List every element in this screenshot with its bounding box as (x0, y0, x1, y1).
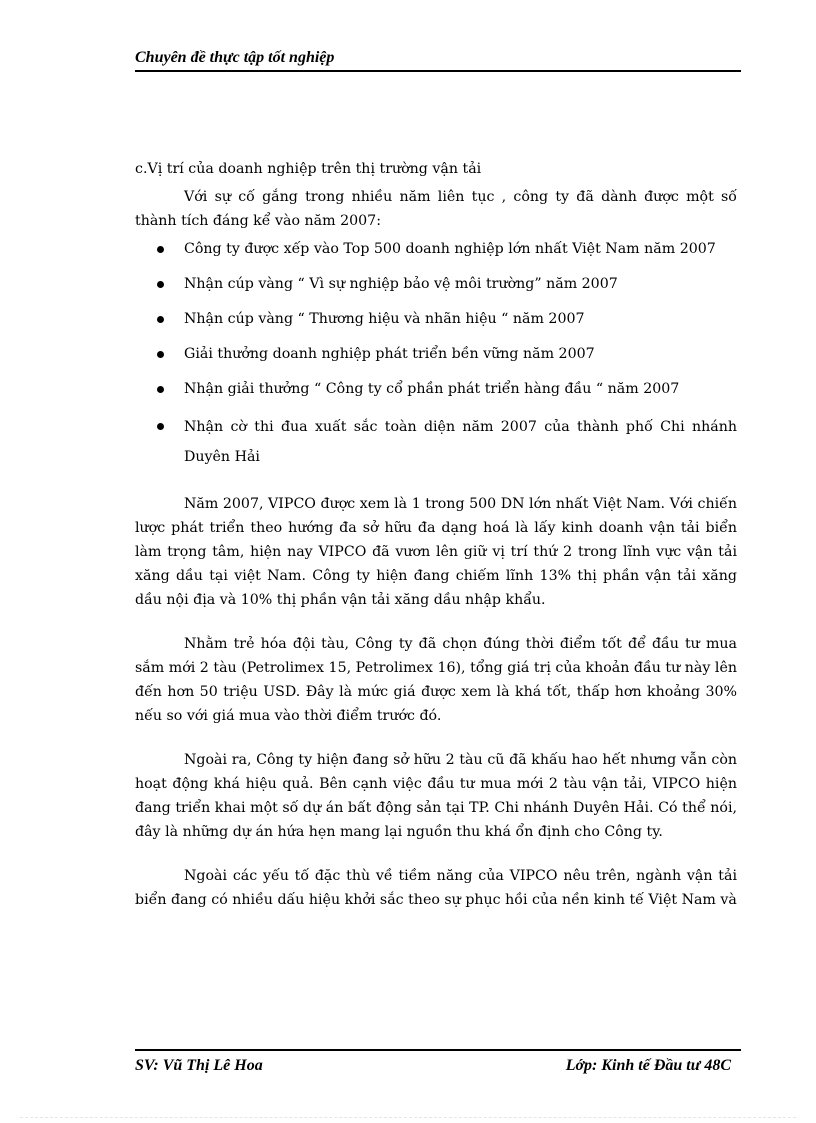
intro-paragraph: Với sự cố gắng trong nhiều năm liên tục , công ty đã dành được một số thành tích đáng kể vào năm 2007: (135, 189, 737, 229)
bullet-icon (157, 246, 164, 253)
footer-rule (135, 1049, 741, 1051)
page-footer (135, 1049, 741, 1079)
list-item (135, 377, 737, 401)
body-paragraph: Năm 2007, VIPCO được xem là 1 trong 500 DN lớn nhất Việt Nam. Với chiến lược phát triển theo hướng đa sở hữu đa dạng hoá là lấy kinh doanh vận tải biển làm trọng tâm, hiện nay VIPCO đã vươn lên giữ vị trí thứ 2 trong lĩnh vực vận tải xăng dầu tại việt Nam. Công ty hiện đang chiếm lĩnh 13% thị phần vận tải xăng dầu nội địa và 10% thị phần vận tải xăng dầu nhập khẩu. (135, 496, 737, 608)
bullet-icon (157, 423, 164, 430)
document-body (135, 157, 737, 912)
body-paragraph: Nhằm trẻ hóa đội tàu, Công ty đã chọn đúng thời điểm tốt để đầu tư mua sắm mới 2 tàu (Petrolimex 15, Petrolimex 16), tổng giá trị của khoản đầu tư này lên đến hơn 50 triệu USD. Đây là mức giá được xem là khá tốt, thấp hơn khoảng 30% nếu so với giá mua vào thời điểm trước đó. (135, 636, 737, 724)
list-item (135, 237, 737, 261)
bullet-icon (157, 351, 164, 358)
list-item (135, 342, 737, 366)
list-item (135, 272, 737, 296)
body-paragraph: Ngoài ra, Công ty hiện đang sở hữu 2 tàu cũ đã khấu hao hết nhưng vẫn còn hoạt động khá hiệu quả. Bên cạnh việc đầu tư mua mới 2 tàu vận tải, VIPCO hiện đang triển khai một số dự án bất động sản tại TP. Chi nhánh Duyên Hải. Có thể nói, đây là những dự án hứa hẹn mang lại nguồn thu khá ổn định cho Công ty. (135, 752, 737, 840)
list-item-text: Nhận cúp vàng “ Thương hiệu và nhãn hiệu “ năm 2007 (184, 311, 585, 327)
list-item-text: Nhận giải thưởng “ Công ty cổ phần phát triển hàng đầu “ năm 2007 (184, 381, 680, 397)
list-item (135, 307, 737, 331)
body-paragraph: Ngoài các yếu tố đặc thù về tiềm năng của VIPCO nêu trên, ngành vận tải biển đang có nhiều dấu hiệu khởi sắc theo sự phục hồi của nền kinh tế Việt Nam và (135, 868, 737, 908)
header-rule (135, 70, 741, 72)
bullet-icon (157, 316, 164, 323)
list-item-text: Nhận cúp vàng “ Vì sự nghiệp bảo vệ môi trường” năm 2007 (184, 276, 618, 292)
section-heading: c.Vị trí của doanh nghiệp trên thị trường vận tải (135, 161, 482, 177)
bullet-icon (157, 386, 164, 393)
footer-student-name: SV: Vũ Thị Lê Hoa (135, 1057, 263, 1074)
list-item-text: Công ty được xếp vào Top 500 doanh nghiệp lớn nhất Việt Nam năm 2007 (184, 241, 716, 257)
list-item-text: Nhận cờ thi đua xuất sắc toàn diện năm 2007 của thành phố Chi nhánh Duyên Hải (184, 419, 737, 465)
page-bottom-edge (20, 1117, 796, 1118)
list-item (135, 412, 737, 472)
footer-class-name: Lớp: Kinh tế Đầu tư 48C (565, 1057, 731, 1074)
list-item-text: Giải thưởng doanh nghiệp phát triển bền vững năm 2007 (184, 346, 595, 362)
achievement-list (135, 237, 737, 472)
header-title: Chuyên đề thực tập tốt nghiệp (135, 49, 335, 66)
page-header (135, 48, 741, 72)
bullet-icon (157, 281, 164, 288)
